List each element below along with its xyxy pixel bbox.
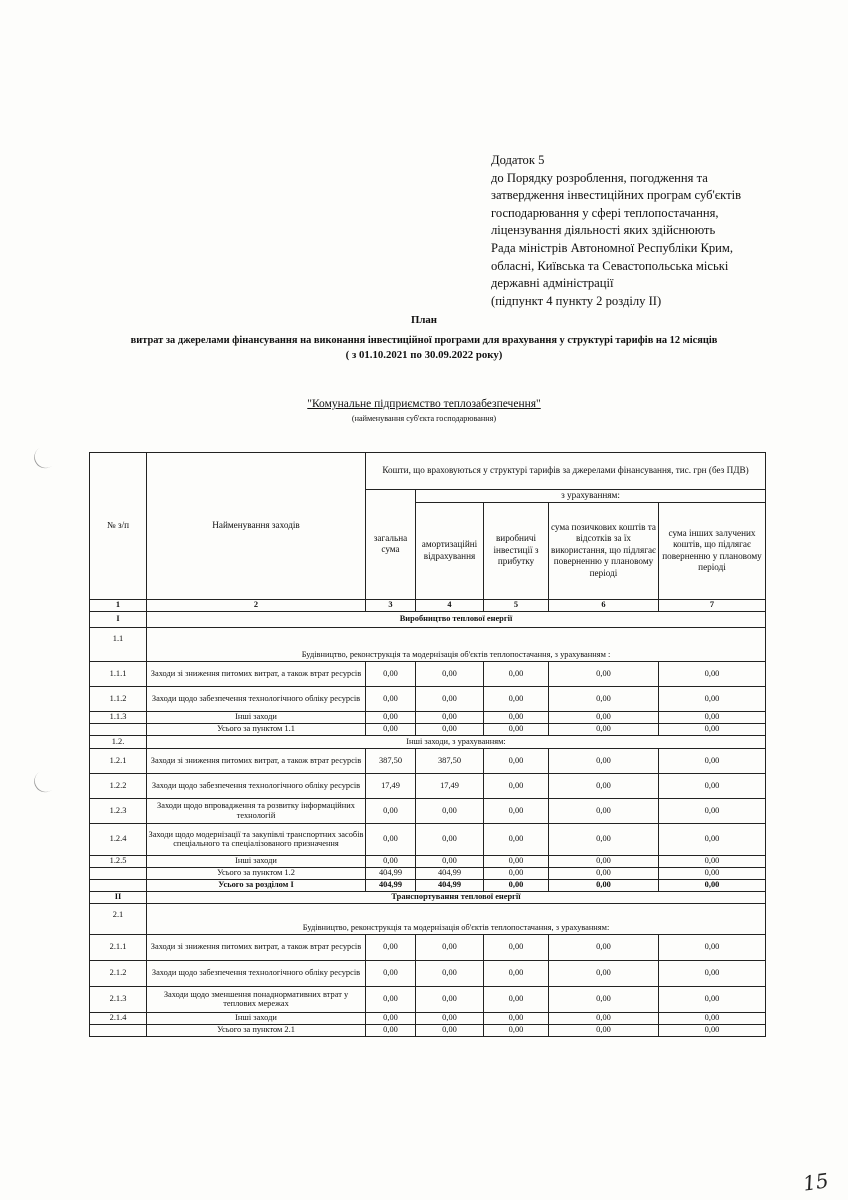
row-value: 0,00: [484, 748, 549, 773]
row-value: 17,49: [366, 773, 416, 798]
section-total-row: [90, 879, 766, 891]
row-num: 1.2.4: [90, 823, 147, 855]
subsection-row: [90, 627, 766, 661]
row-num: [90, 723, 147, 735]
column-number: 4: [416, 599, 484, 611]
section-title: Транспортування теплової енергії: [147, 891, 766, 903]
header-loans: сума позичкових коштів та відсотків за їх використання, що підлягає поверненню у плановому періоді: [549, 502, 659, 599]
row-num: [90, 879, 147, 891]
row-name: Усього за пунктом 1.1: [147, 723, 366, 735]
subtotal-row: [90, 723, 766, 735]
row-value: 0,00: [484, 823, 549, 855]
row-value: 0,00: [549, 686, 659, 711]
document-subtitle: витрат за джерелами фінансування на виконання інвестиційної програми для врахування у структурі тарифів на 12 місяців: [130, 335, 718, 346]
row-value: 0,00: [366, 823, 416, 855]
row-value: 0,00: [484, 1024, 549, 1036]
subtotal-row: [90, 867, 766, 879]
appendix-line: Додаток 5: [491, 153, 545, 167]
row-value: 0,00: [484, 1012, 549, 1024]
row-value: 0,00: [659, 773, 766, 798]
row-value: 0,00: [549, 723, 659, 735]
row-value: 0,00: [549, 823, 659, 855]
row-value: 0,00: [416, 960, 484, 986]
header-num: № з/п: [90, 453, 147, 600]
row-value: 0,00: [659, 934, 766, 960]
row-name: Заходи зі зниження питомих витрат, а також втрат ресурсів: [147, 661, 366, 686]
row-value: 0,00: [659, 1024, 766, 1036]
appendix-line: ліцензування діяльності яких здійснюють: [491, 223, 716, 238]
row-name: Заходи щодо забезпечення технологічного обліку ресурсів: [147, 773, 366, 798]
row-value: 0,00: [549, 879, 659, 891]
section-title: Виробництво теплової енергії: [147, 611, 766, 627]
row-num: 1.2.3: [90, 798, 147, 823]
row-num: 1.2.5: [90, 855, 147, 867]
row-value: 0,00: [659, 723, 766, 735]
row-value: 0,00: [416, 855, 484, 867]
row-value: 0,00: [549, 1024, 659, 1036]
subsection-num: 2.1: [90, 903, 147, 934]
column-number-row: [90, 599, 766, 611]
row-value: 0,00: [416, 1024, 484, 1036]
row-value: 404,99: [416, 879, 484, 891]
table-row: [90, 773, 766, 798]
row-value: 0,00: [484, 711, 549, 723]
table-row: [90, 934, 766, 960]
row-value: 0,00: [416, 823, 484, 855]
row-value: 0,00: [549, 711, 659, 723]
row-value: 404,99: [416, 867, 484, 879]
row-num: 1.1.1: [90, 661, 147, 686]
column-number: 2: [147, 599, 366, 611]
row-value: 0,00: [549, 934, 659, 960]
row-value: 0,00: [659, 986, 766, 1012]
appendix-note: [491, 152, 791, 310]
appendix-line: затвердження інвестиційних програм суб'єктів: [491, 188, 742, 203]
row-value: 0,00: [549, 855, 659, 867]
table-row: [90, 823, 766, 855]
row-num: 1.2.2: [90, 773, 147, 798]
row-value: 0,00: [659, 661, 766, 686]
row-value: 0,00: [484, 986, 549, 1012]
subtotal-row: [90, 1024, 766, 1036]
header-total: загальна сума: [366, 490, 416, 600]
row-value: 0,00: [366, 986, 416, 1012]
table-row: [90, 798, 766, 823]
expenses-table: [89, 452, 766, 1037]
row-value: 0,00: [484, 867, 549, 879]
row-value: 0,00: [366, 711, 416, 723]
row-value: 0,00: [549, 986, 659, 1012]
column-number: 6: [549, 599, 659, 611]
row-value: 0,00: [484, 934, 549, 960]
subsection-title: Інші заходи, з урахуванням:: [147, 735, 766, 748]
header-amortization: амортизаційні відрахування: [416, 502, 484, 599]
section-row: [90, 891, 766, 903]
row-value: 0,00: [366, 960, 416, 986]
row-value: 0,00: [549, 867, 659, 879]
column-number: 5: [484, 599, 549, 611]
row-num: 2.1.3: [90, 986, 147, 1012]
row-value: 0,00: [549, 960, 659, 986]
table-row: [90, 661, 766, 686]
row-value: 0,00: [659, 1012, 766, 1024]
punch-hole-mark: [30, 765, 61, 796]
entity-caption: (найменування суб'єкта господарювання): [351, 414, 497, 423]
row-value: 0,00: [366, 661, 416, 686]
row-value: 0,00: [366, 1012, 416, 1024]
appendix-line: (підпункт 4 пункту 2 розділу II): [491, 293, 662, 308]
row-value: 0,00: [416, 934, 484, 960]
row-num: [90, 867, 147, 879]
section-num: I: [90, 611, 147, 627]
table-row: [90, 1012, 766, 1024]
document-title: План: [410, 314, 438, 326]
row-value: 0,00: [416, 1012, 484, 1024]
appendix-line: до Порядку розроблення, погодження та: [491, 170, 708, 185]
table-row: [90, 711, 766, 723]
row-num: 1.2.1: [90, 748, 147, 773]
page-number: 15: [801, 1168, 830, 1196]
row-value: 0,00: [659, 960, 766, 986]
subsection-title: Будівництво, реконструкція та модернізація об'єктів теплопостачання, з урахуванням:: [147, 903, 766, 934]
subsection-num: 1.2.: [90, 735, 147, 748]
appendix-line: державні адміністрації: [491, 276, 614, 291]
entity-name-wrap: [0, 398, 848, 410]
row-value: 0,00: [416, 711, 484, 723]
row-name: Заходи щодо зменшення понаднормативних втрат у теплових мережах: [147, 986, 366, 1012]
row-value: 0,00: [549, 661, 659, 686]
subsection-row: [90, 903, 766, 934]
row-value: 0,00: [484, 661, 549, 686]
row-value: 0,00: [416, 986, 484, 1012]
header-profit: виробничі інвестиції з прибутку: [484, 502, 549, 599]
row-name: Заходи щодо модернізації та закупівлі транспортних засобів спеціального та спеціалізованого призначення: [147, 823, 366, 855]
row-value: 0,00: [549, 1012, 659, 1024]
row-value: 0,00: [366, 934, 416, 960]
column-number: 3: [366, 599, 416, 611]
row-value: 0,00: [366, 1024, 416, 1036]
entity-name: "Комунальне підприємство теплозабезпечення": [307, 398, 541, 410]
row-num: 2.1.4: [90, 1012, 147, 1024]
section-row: [90, 611, 766, 627]
row-value: 0,00: [659, 867, 766, 879]
row-value: 0,00: [484, 723, 549, 735]
row-name: Інші заходи: [147, 1012, 366, 1024]
row-value: 0,00: [416, 661, 484, 686]
row-value: 0,00: [659, 798, 766, 823]
row-name: Усього за розділом I: [147, 879, 366, 891]
table-row: [90, 686, 766, 711]
row-value: 0,00: [484, 773, 549, 798]
row-value: 0,00: [659, 823, 766, 855]
row-value: 17,49: [416, 773, 484, 798]
column-number: 7: [659, 599, 766, 611]
row-name: Усього за пунктом 1.2: [147, 867, 366, 879]
row-num: 2.1.2: [90, 960, 147, 986]
row-value: 0,00: [549, 773, 659, 798]
row-name: Заходи щодо забезпечення технологічного обліку ресурсів: [147, 960, 366, 986]
subsection-title: Будівництво, реконструкція та модернізація об'єктів теплопостачання, з урахуванням :: [147, 627, 766, 661]
row-value: 0,00: [484, 960, 549, 986]
row-value: 0,00: [659, 711, 766, 723]
row-name: Заходи зі зниження питомих витрат, а також втрат ресурсів: [147, 748, 366, 773]
appendix-line: Рада міністрів Автономної Республіки Крим,: [491, 240, 734, 255]
row-num: 1.1.3: [90, 711, 147, 723]
row-value: 387,50: [416, 748, 484, 773]
row-value: 0,00: [484, 686, 549, 711]
row-value: 0,00: [659, 879, 766, 891]
table-row: [90, 960, 766, 986]
row-value: 404,99: [366, 867, 416, 879]
punch-hole-mark: [30, 441, 61, 472]
row-value: 0,00: [366, 855, 416, 867]
document-period: ( з 01.10.2021 по 30.09.2022 року): [345, 349, 503, 361]
subsection-num: 1.1: [90, 627, 147, 661]
row-value: 0,00: [549, 798, 659, 823]
section-num: II: [90, 891, 147, 903]
header-funding-group: Кошти, що враховуються у структурі тарифів за джерелами фінансування, тис. грн (без ПДВ): [366, 453, 766, 490]
header-including: з урахуванням:: [416, 490, 766, 503]
header-name: Найменування заходів: [147, 453, 366, 600]
table-row: [90, 986, 766, 1012]
header-other: сума інших залучених коштів, що підлягає поверненню у плановому періоді: [659, 502, 766, 599]
row-name: Заходи щодо впровадження та розвитку інформаційних технологій: [147, 798, 366, 823]
row-value: 0,00: [484, 798, 549, 823]
subsection-row: [90, 735, 766, 748]
row-value: 0,00: [659, 686, 766, 711]
row-name: Заходи зі зниження питомих витрат, а також втрат ресурсів: [147, 934, 366, 960]
appendix-line: господарювання у сфері теплопостачання,: [491, 205, 719, 220]
row-value: 0,00: [366, 798, 416, 823]
row-value: 0,00: [416, 686, 484, 711]
table-row: [90, 748, 766, 773]
row-value: 0,00: [484, 879, 549, 891]
row-value: 0,00: [366, 686, 416, 711]
row-value: 0,00: [416, 723, 484, 735]
table-row: [90, 855, 766, 867]
row-value: 0,00: [549, 748, 659, 773]
row-name: Усього за пунктом 2.1: [147, 1024, 366, 1036]
row-value: 0,00: [659, 855, 766, 867]
appendix-line: обласні, Київська та Севастопольська міські: [491, 258, 729, 273]
row-value: 387,50: [366, 748, 416, 773]
row-name: Інші заходи: [147, 711, 366, 723]
row-value: 404,99: [366, 879, 416, 891]
row-name: Заходи щодо забезпечення технологічного обліку ресурсів: [147, 686, 366, 711]
column-number: 1: [90, 599, 147, 611]
row-num: 2.1.1: [90, 934, 147, 960]
row-value: 0,00: [484, 855, 549, 867]
row-name: Інші заходи: [147, 855, 366, 867]
row-num: [90, 1024, 147, 1036]
row-value: 0,00: [659, 748, 766, 773]
row-num: 1.1.2: [90, 686, 147, 711]
row-value: 0,00: [416, 798, 484, 823]
row-value: 0,00: [366, 723, 416, 735]
